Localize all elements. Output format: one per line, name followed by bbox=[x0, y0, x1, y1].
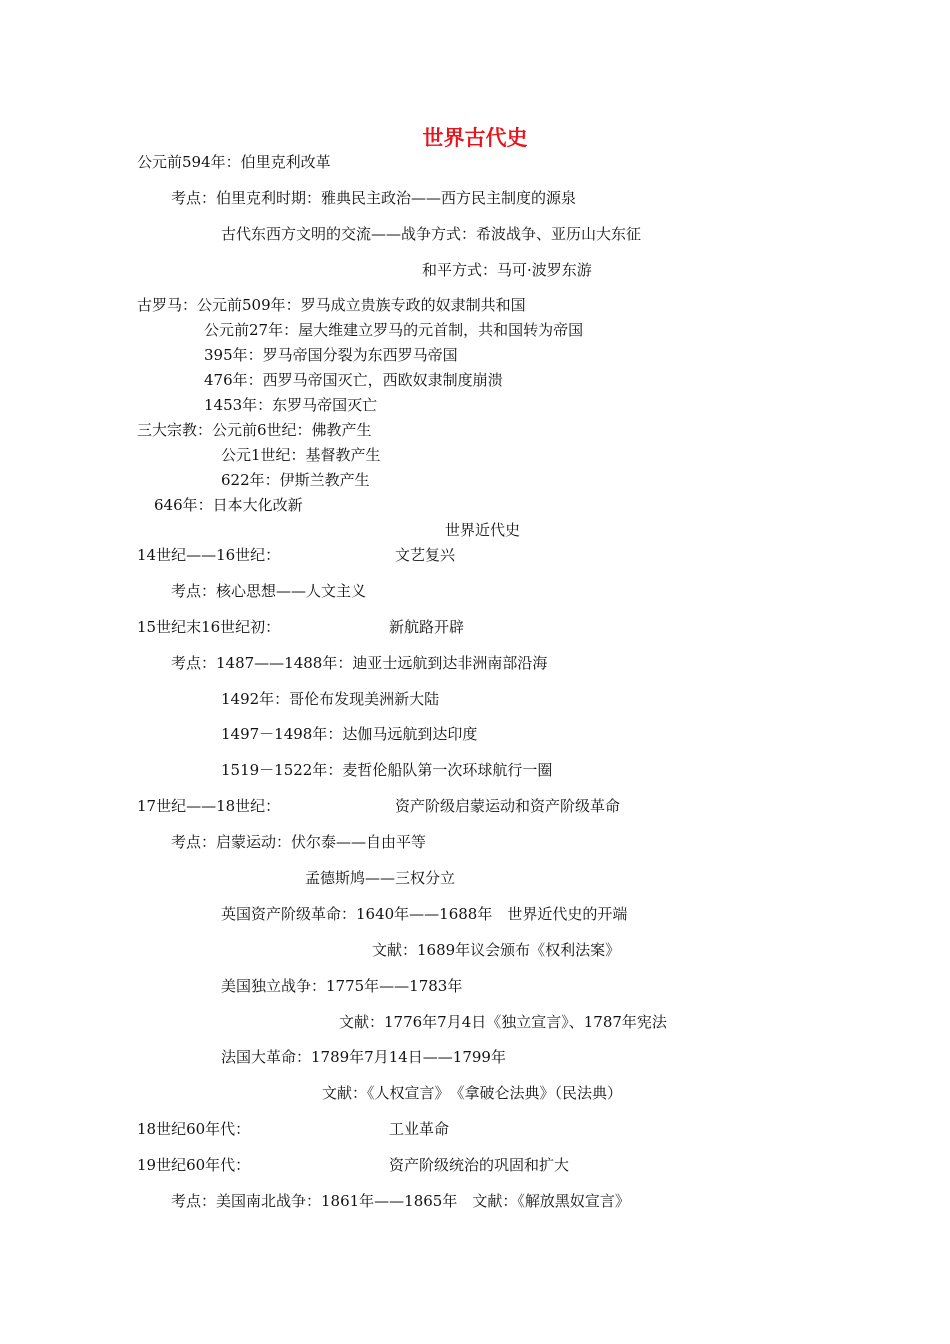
ancient-line-5: 古罗马：公元前509年：罗马成立贵族专政的奴隶制共和国 bbox=[137, 296, 526, 314]
modern-period-5: 19世纪60年代： bbox=[137, 1156, 251, 1174]
modern-period-1: 14世纪——16世纪： bbox=[137, 546, 281, 564]
ancient-line-2: 考点：伯里克利时期：雅典民主政治——西方民主制度的源泉 bbox=[171, 189, 577, 207]
modern-period-1-note: 考点：核心思想——人文主义 bbox=[171, 582, 367, 600]
modern-period-2-note-3: 1497－1498年：达伽马远航到达印度 bbox=[221, 725, 478, 743]
modern-period-3-note-8: 文献：《人权宣言》 《拿破仑法典》（民法典） bbox=[322, 1084, 623, 1102]
modern-period-3-note-4: 文献：1689年议会颁布《权利法案》 bbox=[372, 941, 621, 959]
ancient-line-7: 395年：罗马帝国分裂为东西罗马帝国 bbox=[204, 346, 458, 364]
modern-period-3-note-1: 考点：启蒙运动：伏尔泰——自由平等 bbox=[171, 833, 427, 851]
ancient-line-9: 1453年：东罗马帝国灭亡 bbox=[204, 396, 378, 414]
section-title-modern: 世界近代史 bbox=[445, 521, 521, 539]
page-title: 世界古代史 bbox=[422, 125, 528, 150]
modern-period-5-note: 考点：美国南北战争：1861年——1865年 文献：《解放黑奴宣言》 bbox=[171, 1192, 630, 1210]
modern-period-4-topic: 工业革命 bbox=[389, 1120, 450, 1138]
modern-period-4: 18世纪60年代： bbox=[137, 1120, 251, 1138]
modern-period-5-topic: 资产阶级统治的巩固和扩大 bbox=[389, 1156, 570, 1174]
modern-period-3-note-2: 孟德斯鸠——三权分立 bbox=[305, 869, 456, 887]
modern-period-2-note-4: 1519－1522年：麦哲伦船队第一次环球航行一圈 bbox=[221, 761, 553, 779]
ancient-line-4: 和平方式：马可·波罗东游 bbox=[422, 261, 592, 279]
modern-period-2-note-1: 考点：1487——1488年：迪亚士远航到达非洲南部沿海 bbox=[171, 654, 548, 672]
ancient-line-3: 古代东西方文明的交流——战争方式：希波战争、亚历山大东征 bbox=[221, 225, 642, 243]
modern-period-1-topic: 文艺复兴 bbox=[395, 546, 456, 564]
ancient-line-10: 三大宗教：公元前6世纪：佛教产生 bbox=[137, 421, 372, 439]
modern-period-3-note-3: 英国资产阶级革命：1640年——1688年 世界近代史的开端 bbox=[221, 905, 628, 923]
modern-period-2-topic: 新航路开辟 bbox=[389, 618, 465, 636]
ancient-line-11: 公元1世纪：基督教产生 bbox=[221, 446, 381, 464]
ancient-line-8: 476年：西罗马帝国灭亡，西欧奴隶制度崩溃 bbox=[204, 371, 503, 389]
modern-period-3-note-6: 文献：1776年7月4日《独立宣言》、1787年宪法 bbox=[339, 1013, 667, 1031]
ancient-line-13: 646年：日本大化改新 bbox=[154, 496, 303, 514]
modern-period-3-topic: 资产阶级启蒙运动和资产阶级革命 bbox=[395, 797, 621, 815]
modern-period-2: 15世纪末16世纪初： bbox=[137, 618, 281, 636]
modern-period-2-note-2: 1492年：哥伦布发现美洲新大陆 bbox=[221, 690, 440, 708]
modern-period-3: 17世纪——18世纪： bbox=[137, 797, 281, 815]
ancient-line-6: 公元前27年：屋大维建立罗马的元首制，共和国转为帝国 bbox=[204, 321, 584, 339]
ancient-line-12: 622年：伊斯兰教产生 bbox=[221, 471, 370, 489]
ancient-line-1: 公元前594年：伯里克利改革 bbox=[137, 153, 331, 171]
modern-period-3-note-5: 美国独立战争：1775年——1783年 bbox=[221, 977, 463, 995]
modern-period-3-note-7: 法国大革命：1789年7月14日——1799年 bbox=[221, 1048, 506, 1066]
